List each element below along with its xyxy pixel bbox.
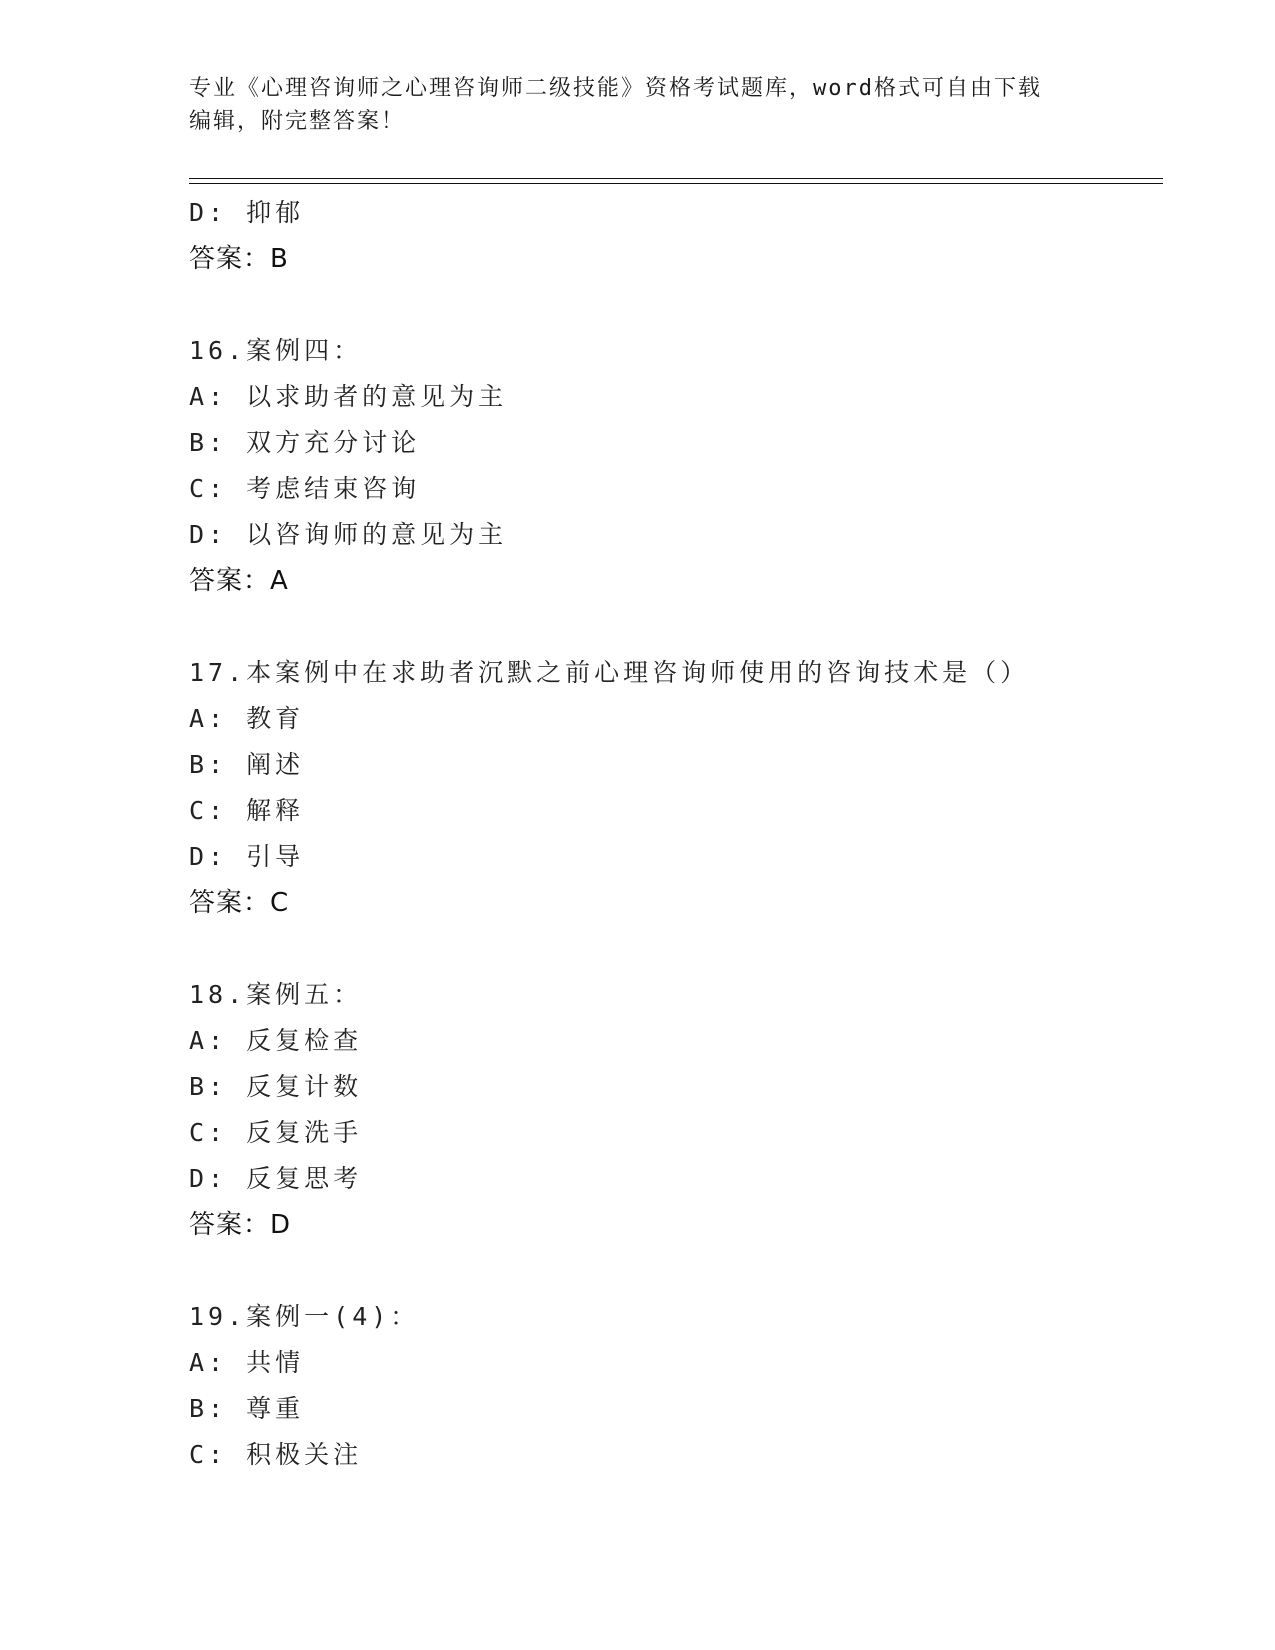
option-b: B: 双方充分讨论	[189, 428, 421, 457]
option-d: D: 以咨询师的意见为主	[189, 520, 508, 549]
option-a: A: 以求助者的意见为主	[189, 382, 508, 411]
option-b: B: 反复计数	[189, 1072, 363, 1101]
answer-line: 答案：B	[189, 244, 289, 274]
option-c: C: 反复洗手	[189, 1118, 363, 1147]
spacer	[189, 604, 1163, 650]
question-list	[189, 190, 1163, 1478]
option-a: A: 教育	[189, 704, 305, 733]
option-d: D: 抑郁	[189, 198, 305, 227]
option-a: A: 反复检查	[189, 1026, 363, 1055]
option-d: D: 引导	[189, 842, 305, 871]
option-c: C: 解释	[189, 796, 305, 825]
option-b: B: 阐述	[189, 750, 305, 779]
answer-line: 答案：D	[189, 1210, 292, 1240]
header-line-1: 专业《心理咨询师之心理咨询师二级技能》资格考试题库，word格式可自由下载	[189, 76, 1042, 101]
question-stem-17: 17.本案例中在求助者沉默之前心理咨询师使用的咨询技术是（）	[189, 658, 1030, 687]
option-c: C: 积极关注	[189, 1440, 363, 1469]
option-a: A: 共情	[189, 1348, 305, 1377]
answer-line: 答案：A	[189, 566, 289, 596]
option-b: B: 尊重	[189, 1394, 305, 1423]
question-stem-18: 18.案例五：	[189, 980, 363, 1009]
question-stem-16: 16.案例四：	[189, 336, 363, 365]
spacer	[189, 926, 1163, 972]
spacer	[189, 282, 1163, 328]
option-c: C: 考虑结束咨询	[189, 474, 421, 503]
spacer	[189, 1248, 1163, 1294]
answer-line: 答案：C	[189, 888, 290, 918]
header-rule-bottom	[189, 183, 1163, 184]
header-rule-top	[189, 178, 1163, 179]
document-header	[189, 72, 1089, 138]
option-d: D: 反复思考	[189, 1164, 363, 1193]
question-stem-19: 19.案例一(4)：	[189, 1302, 420, 1331]
header-line-2: 编辑，附完整答案！	[189, 109, 406, 134]
